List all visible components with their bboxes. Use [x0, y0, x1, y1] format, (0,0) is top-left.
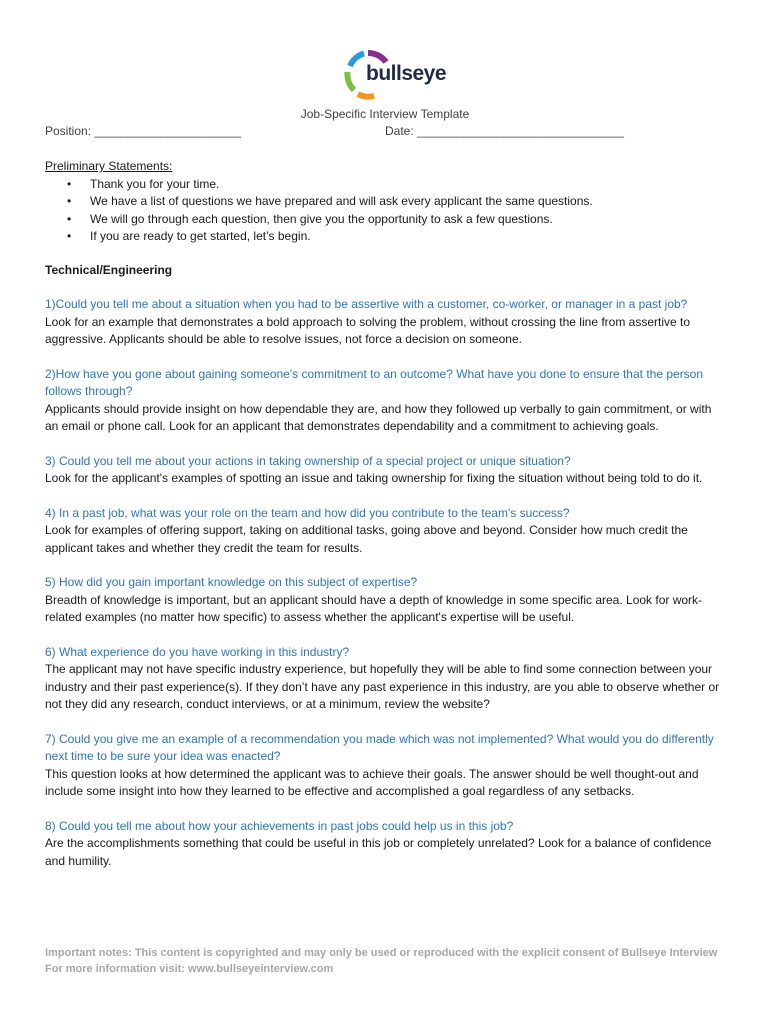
bullet-icon: • — [67, 229, 72, 243]
answer-guidance: This question looks at how determined the applicant was to achieve their goals. The answer should be well thought-out and include some insight into how they learned to be effective and accomplished a goal regardless of any setbacks. — [45, 766, 699, 798]
question-text: 4) In a past job, what was your role on the team and how did you contribute to the team's success? — [45, 505, 570, 520]
preliminary-heading: Preliminary Statements: — [45, 159, 173, 173]
list-item: • Thank you for your time. — [45, 176, 725, 194]
footer-notes — [45, 946, 765, 977]
question-text: 8) Could you tell me about how your achievements in past jobs could help us in this job? — [45, 818, 514, 833]
list-item: • If you are ready to get started, let’s begin. — [45, 228, 725, 246]
question-text: 1)Could you tell me about a situation when you had to be assertive with a customer, co-worker, or manager in a past job? — [45, 297, 688, 311]
question-block — [45, 818, 725, 871]
question-block — [45, 731, 725, 801]
bullet-icon: • — [67, 194, 72, 208]
date-field: Date: _______________________________ — [385, 124, 624, 138]
copyright-note: Important notes: This content is copyrighted and may only be used or reproduced with the explicit consent of Bullseye Interview — [45, 947, 718, 959]
question-text: 5) How did you gain important knowledge on this subject of expertise? — [45, 575, 418, 589]
question-text: 7) Could you give me an example of a recommendation you made which was not implemented? What would you do differently next time to be sure your idea was enacted? — [45, 731, 714, 763]
question-block — [45, 505, 725, 558]
section-heading: Technical/Engineering — [45, 262, 173, 277]
question-block — [45, 453, 725, 488]
answer-guidance: Are the accomplishments something that could be useful in this job or completely unrelated? Look for a balance of confidence and humility. — [45, 836, 712, 868]
question-block — [45, 296, 725, 349]
question-text: 2)How have you gone about gaining someone's commitment to an outcome? What have you done to ensure that the person follows through? — [45, 366, 704, 398]
question-block — [45, 366, 725, 436]
position-field: Position: ______________________ — [45, 124, 242, 138]
document-title: Job-Specific Interview Template — [300, 107, 470, 121]
preliminary-list — [45, 176, 725, 246]
answer-guidance: Look for the applicant's examples of spotting an issue and taking ownership for fixing the situation without being told to do it. — [45, 471, 703, 485]
question-block — [45, 574, 725, 627]
answer-guidance: Look for examples of offering support, taking on additional tasks, going above and beyond. Consider how much credit the applicant takes and whether they credit the team for results. — [45, 523, 688, 555]
question-text: 3) Could you tell me about your actions in taking ownership of a special project or unique situation? — [45, 453, 571, 468]
answer-guidance: Applicants should provide insight on how dependable they are, and how they followed up verbally to gain commitment, or with an email or phone call. Look for an applicant that demonstrates dependability and a commitment to achieving goals. — [45, 401, 712, 433]
bullseye-logo — [344, 50, 447, 102]
answer-guidance: The applicant may not have specific industry experience, but hopefully they will be able to find some connection between your industry and their past experience(s). If they don’t have any past experience in this industry, are you able to observe whether or not they did any research, conduct interviews, or at a minimum, review the website? — [45, 662, 720, 711]
list-item: • We will go through each question, then give you the opportunity to ask a few questions. — [45, 211, 725, 229]
bullet-icon: • — [67, 176, 72, 191]
logo-text: bullseye — [366, 62, 447, 85]
question-text: 6) What experience do you have working in this industry? — [45, 644, 350, 659]
answer-guidance: Look for an example that demonstrates a bold approach to solving the problem, without crossing the line from assertive to aggressive. Applicants should be able to resolve issues, not force a decision on someone. — [45, 314, 691, 346]
question-block — [45, 644, 725, 714]
bullet-icon: • — [67, 211, 72, 226]
website-note: For more information visit: www.bullseyeinterview.com — [45, 962, 334, 975]
document-body — [45, 158, 725, 870]
answer-guidance: Breadth of knowledge is important, but an applicant should have a depth of knowledge in some specific area. Look for work-related examples (no matter how specific) to assess whether the applicant's expertise will be useful. — [45, 592, 703, 624]
list-item: • We have a list of questions we have prepared and will ask every applicant the same questions. — [45, 193, 725, 211]
